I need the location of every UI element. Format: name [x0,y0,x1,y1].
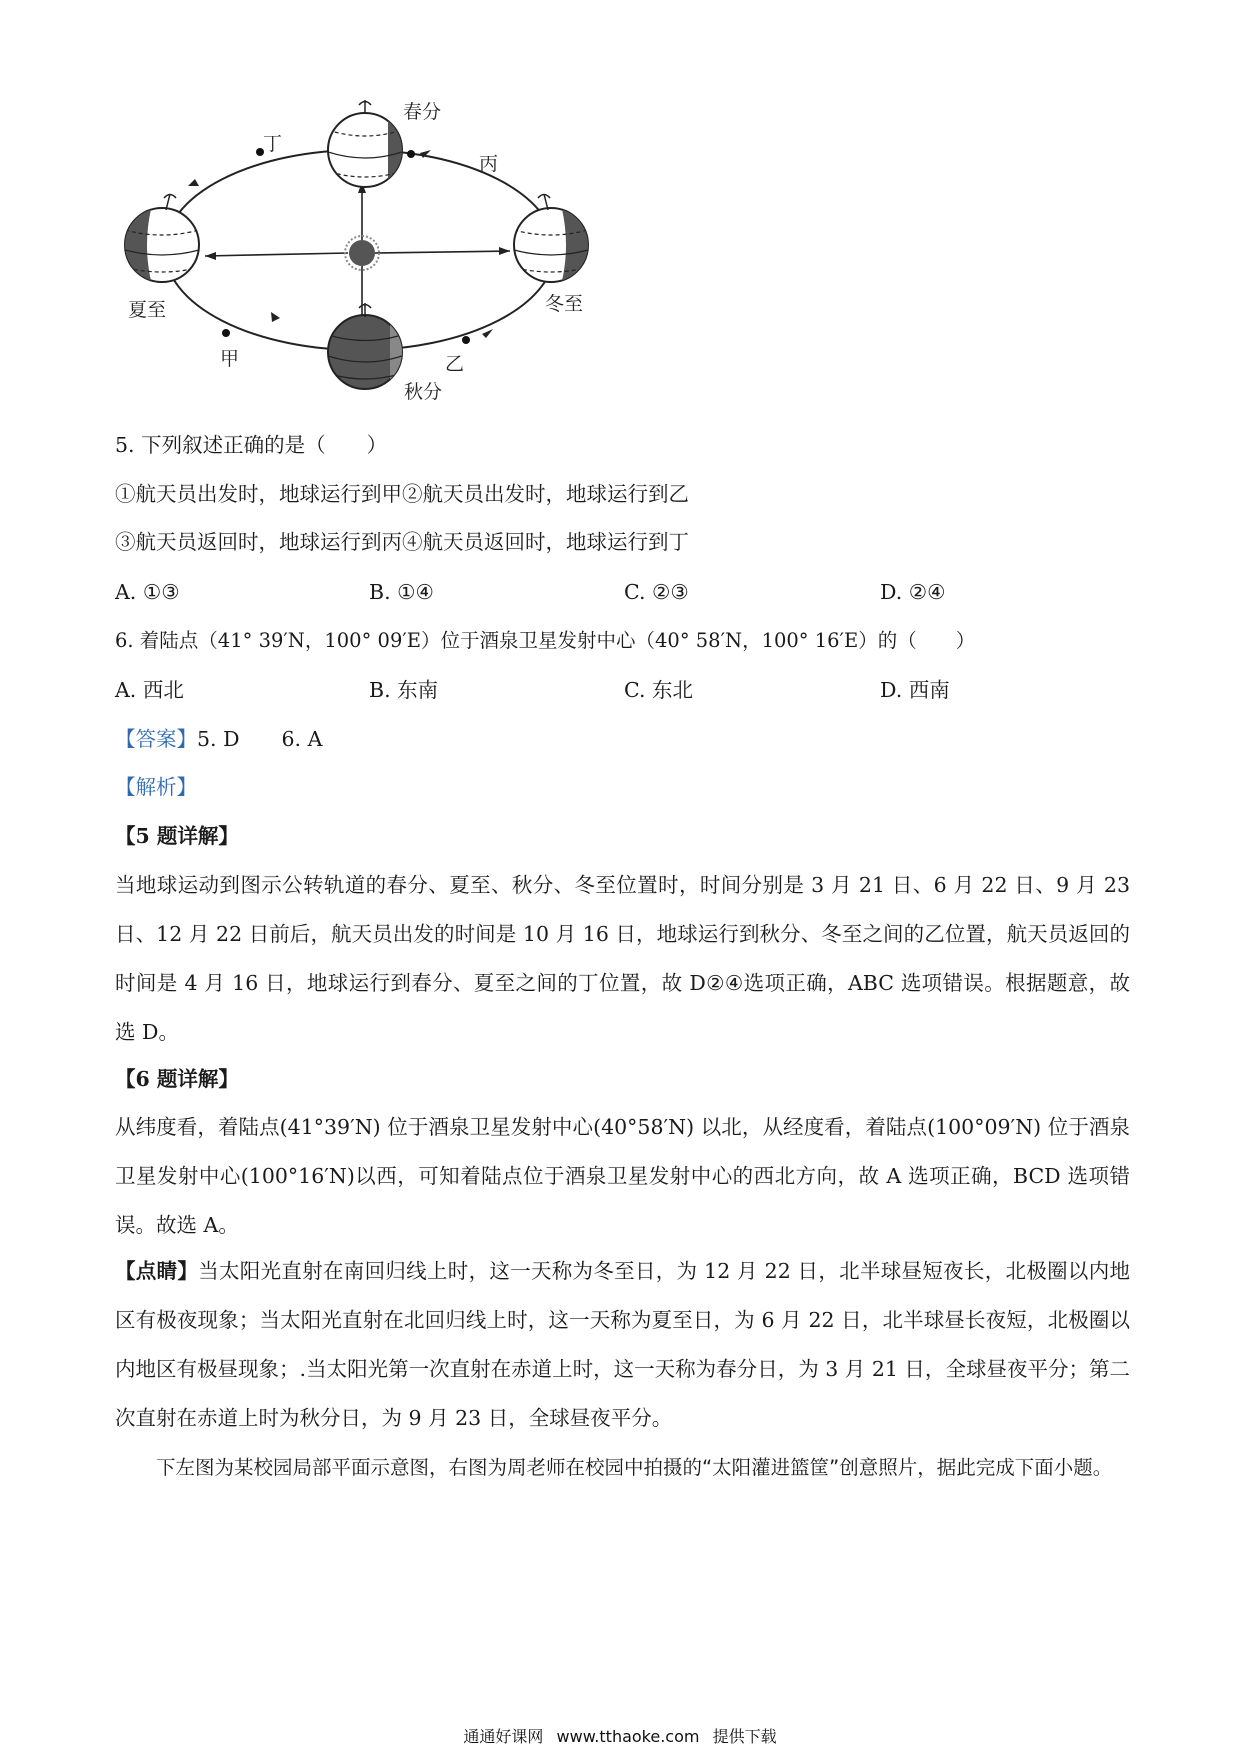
answer-5: 5. D [197,727,240,751]
earth-orbit-diagram [120,90,620,410]
label-yi: 乙 [445,353,465,375]
footer-action: 提供下载 [712,1727,777,1746]
position-dot-yi [462,336,470,344]
label-autumn: 秋分 [404,381,443,403]
label-summer: 夏至 [128,299,167,321]
q6-option-c: C. 东北 [624,678,693,702]
page-footer [0,1724,1240,1747]
tip-paragraph [115,1247,1130,1443]
sun-to-summer-line [205,253,348,256]
sun-icon [345,236,379,270]
q6-option-d: D. 西南 [880,678,950,702]
tip-text: 当太阳光直射在南回归线上时，这一天称为冬至日，为 12 月 22 日，北半球昼短夜长，北极圈以内地区有极夜现象；当太阳光直射在北回归线上时，这一天称为夏至日，为 6 月 22 日，北半球昼长夜短，北极圈以内地区有极昼现象；.当太阳光第一次直射在赤道上时，这一天称为春分日，为 3 月 21 日，全球昼夜平分；第二次直射在赤道上时为秋分日，为 9 月 23 日，全球昼夜平分。 [115,1259,1131,1430]
detail5-text: 当地球运动到图示公转轨道的春分、夏至、秋分、冬至位置时，时间分别是 3 月 21 日、6 月 22 日、9 月 23 日、12 月 22 日前后，航天员出发的时间是 10 月 16 日，地球运行到秋分、冬至之间的乙位置，航天员返回的时间是 4 月 16 日，地球运行到春分、夏至之间的丁位置，故 D②④选项正确，ABC 选项错误。根据题意，故选 D。 [115,873,1130,1044]
q5-option-b: B. ①④ [369,580,434,604]
q5-stem: 5. 下列叙述正确的是（ ） [115,433,388,457]
footer-site: 通通好课网 [463,1727,544,1746]
globe-summer-solstice [120,194,199,285]
answer-6: 6. A [281,727,323,751]
detail6-heading: 【6 题详解】 [115,1067,239,1091]
q5-option-c: C. ②③ [624,580,689,604]
answer-tag: 【答案】 [115,727,197,751]
sun-to-winter-line [375,251,510,253]
label-ding: 丁 [263,133,283,155]
q6-stem: 6. 着陆点（41° 39′N，100° 09′E）位于酒泉卫星发射中心（40° 58′N，100° 16′E）的（ ） [115,629,976,652]
arrow-head [499,247,510,255]
footer-url[interactable]: www.tthaoke.com [556,1727,700,1746]
q5-option-a: A. ①③ [115,580,180,604]
orbit-direction-arrow [188,179,199,186]
orbit-direction-arrow [482,329,493,338]
detail5-heading: 【5 题详解】 [115,824,239,848]
label-jia: 甲 [220,348,240,370]
q5-statement-2: ③航天员返回时，地球运行到丙④航天员返回时，地球运行到丁 [115,530,689,554]
label-winter: 冬至 [545,293,584,315]
q6-option-b: B. 东南 [369,678,439,702]
q5-option-d: D. ②④ [880,580,946,604]
intro-paragraph: 下左图为某校园局部平面示意图，右图为周老师在校园中拍摄的“太阳灌进篮筐”创意照片，据此完成下面小题。 [156,1456,1113,1479]
arrow-head [205,252,216,260]
q6-option-a: A. 西北 [115,678,184,702]
analysis-tag: 【解析】 [115,775,197,799]
label-spring: 春分 [403,101,442,123]
position-dot-bing [407,150,415,158]
label-bing: 丙 [479,153,499,175]
globe-autumn-equinox [328,303,405,395]
orbit-direction-arrow [271,312,280,322]
position-dot-jia [222,329,230,337]
q5-statement-1: ①航天员出发时，地球运行到甲②航天员出发时，地球运行到乙 [115,482,689,506]
tip-tag: 【点睛】 [115,1259,199,1283]
detail6-text: 从纬度看，着陆点(41°39′N) 位于酒泉卫星发射中心(40°58′N) 以北，从经度看，着陆点(100°09′N) 位于酒泉卫星发射中心(100°16′N)以西，可知着陆点位于酒泉卫星发射中心的西北方向，故 A 选项正确，BCD 选项错误。故选 A。 [115,1115,1130,1237]
answer-line [115,725,322,753]
globe-winter-solstice [514,194,590,285]
globe-spring-equinox [328,100,408,190]
